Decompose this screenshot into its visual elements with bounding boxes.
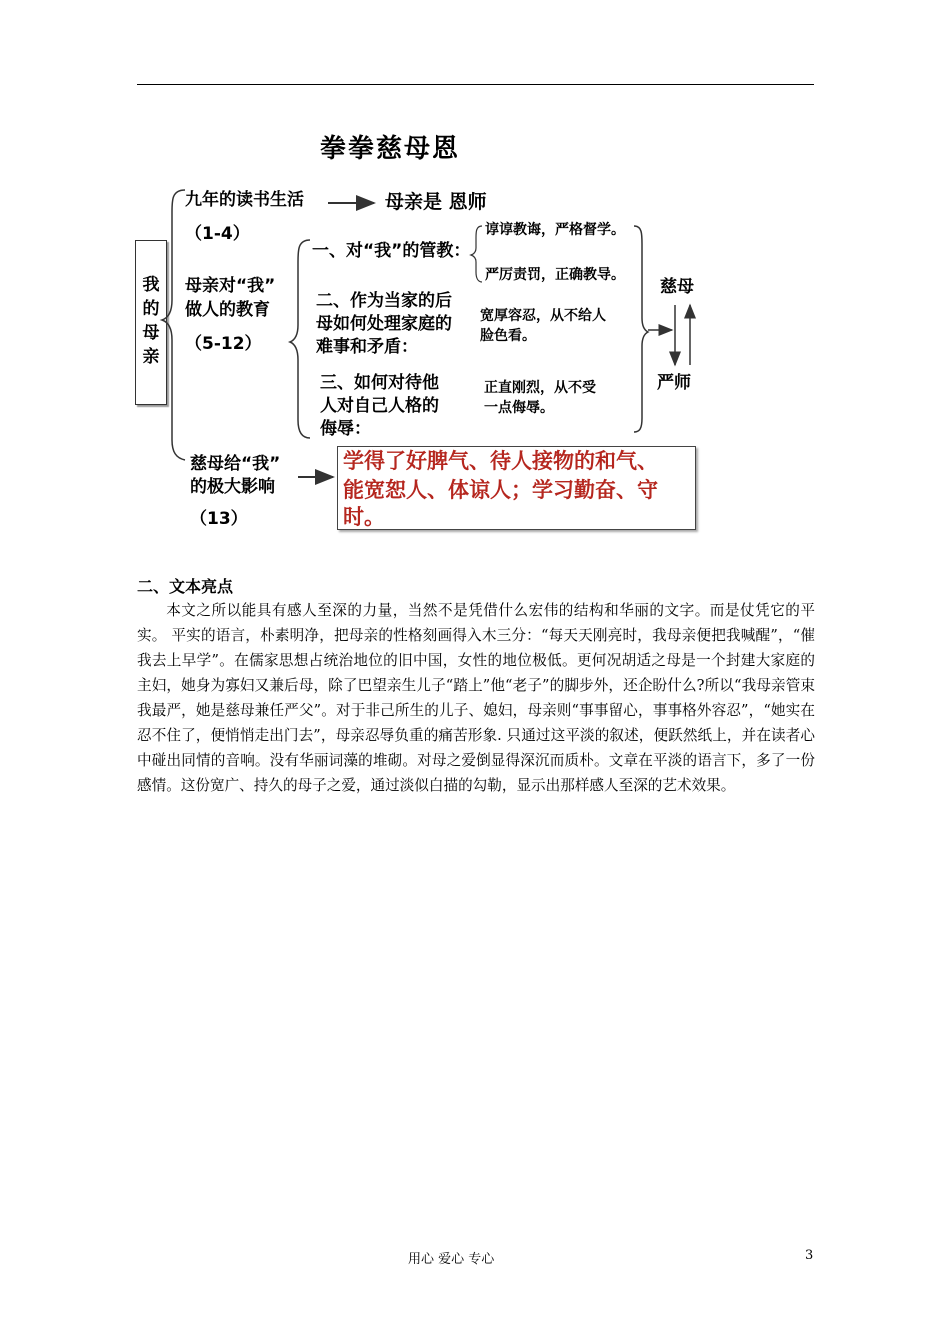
middle-brace — [290, 240, 310, 438]
outcome-bottom: 严师 — [657, 373, 691, 393]
influence-line1: 学得了好脾气、待人接物的和气、 — [343, 449, 658, 473]
branch3-range: （13） — [190, 509, 248, 529]
right-brace — [634, 226, 648, 432]
item2-line1: 二、作为当家的后 — [316, 291, 452, 311]
outcome-top: 慈母 — [660, 277, 694, 297]
page-number: 3 — [805, 1248, 814, 1263]
influence-line3: 时。 — [343, 505, 385, 529]
item2-line2: 母如何处理家庭的 — [316, 314, 452, 334]
item1-note1: 谆谆教诲，严格督学。 — [485, 222, 625, 238]
diagram-title: 拳拳慈母恩 — [320, 134, 461, 164]
notes-brace — [471, 226, 482, 282]
item2-note2: 脸色看。 — [480, 328, 536, 344]
footer-motto: 用心 爱心 专心 — [408, 1252, 495, 1267]
item3-line2: 人对自己人格的 — [320, 396, 439, 416]
item1-note2: 严厉责罚，正确教导。 — [485, 267, 625, 283]
root-label: 我的母亲 — [142, 275, 160, 367]
item2-note1: 宽厚容忍，从不给人 — [480, 308, 606, 324]
item3-note1: 正直刚烈，从不受 — [484, 380, 596, 396]
branch1-range: （1-4） — [185, 224, 250, 244]
body-paragraph: 本文之所以能具有感人至深的力量，当然不是凭借什么宏伟的结构和华丽的文字。而是仗凭它的平实。 平实的语言，朴素明净，把母亲的性格刻画得入木三分：“每天天刚亮时，我母亲便把我喊醒”，“催我去上早学”。在儒家思想占统治地位的旧中国，女性的地位极低。更何况胡适之母是一个封建大家庭的主妇，她身为寡妇又兼后母，除了巴望亲生儿子“踏上”他“老子”的脚步外，还企盼什么?所以“我母亲管束我最严，她是慈母兼任严父”。对于非己所生的儿子、媳妇，母亲则“事事留心，事事格外容忍”，“她实在忍不住了，便悄悄走出门去”，母亲忍辱负重的痛苦形象. 只通过这平淡的叙述，便跃然纸上，并在读者心中碰出同情的音响。没有华丽词藻的堆砌。对母之爱倒显得深沉而质朴。文章在平淡的语言下，多了一份感情。这份宽广、持久的母子之爱，通过淡似白描的勾勒，显示出那样感人至深的艺术效果。 — [137, 602, 815, 794]
item3-note2: 一点侮辱。 — [484, 400, 554, 416]
item2-line3: 难事和矛盾： — [316, 337, 418, 357]
item1-line1: 一、对“我”的管教： — [312, 241, 471, 261]
branch1-result: 母亲是 恩师 — [385, 191, 487, 213]
item3-line1: 三、如何对待他 — [320, 373, 439, 393]
branch2-range: （5-12） — [185, 334, 262, 354]
branch2-label-line2: 做人的教育 — [185, 300, 270, 320]
main-brace — [162, 190, 185, 460]
influence-line2: 能宽恕人、体谅人；学习勤奋、守 — [343, 478, 658, 502]
branch3-label-line1: 慈母给“我” — [190, 454, 281, 474]
branch2-label-line1: 母亲对“我” — [185, 276, 276, 296]
section-heading: 二、文本亮点 — [137, 577, 234, 596]
branch3-label-line2: 的极大影响 — [190, 477, 275, 497]
branch1-label: 九年的读书生活 — [185, 190, 304, 210]
body-text — [137, 598, 815, 798]
item3-line3: 侮辱： — [320, 419, 371, 439]
